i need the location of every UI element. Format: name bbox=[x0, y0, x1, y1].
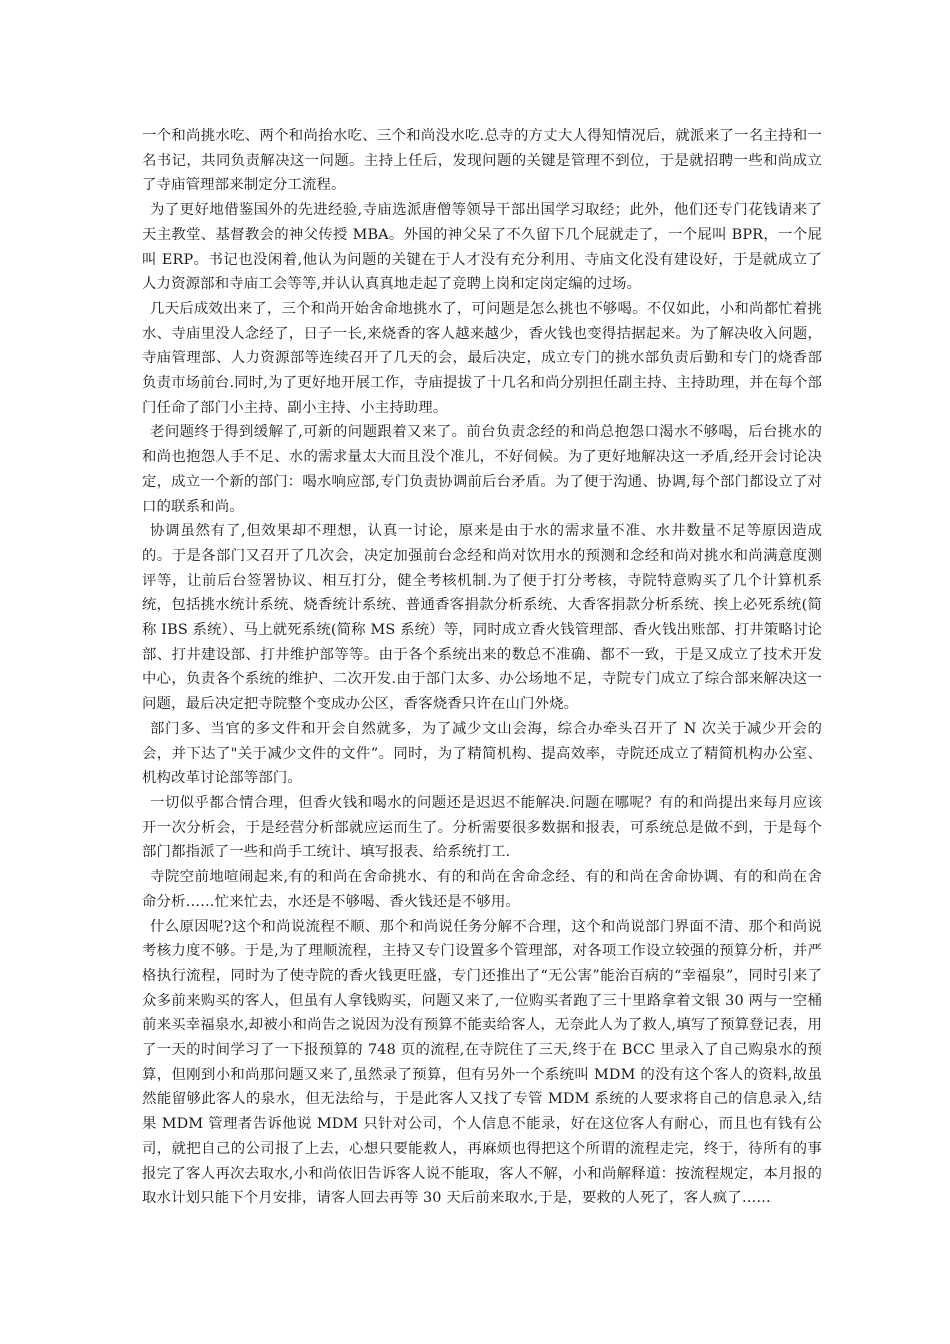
paragraph-7: 一切似乎都合情合理，但香火钱和喝水的问题还是迟迟不能解决.问题在哪呢？有的和尚提出来每月应该开一次分析会，于是经营分析部就应运而生了。分析需要很多数据和报表，可系统总是做不到，于是每个部门都指派了一些和尚手工统计、填写报表、给系统打工. bbox=[142, 794, 822, 861]
paragraph-6: 部门多、当官的多文件和开会自然就多，为了减少文山会海，综合办牵头召开了 N 次关于减少开会的会，并下达了"关于减少文件的文件”。同时，为了精简机构、提高效率，寺院还成立了精简机构办公室、机构改革讨论部等部门。 bbox=[142, 720, 822, 787]
paragraph-4: 老问题终于得到缓解了,可新的问题跟着又来了。前台负责念经的和尚总抱怨口渴水不够喝，后台挑水的和尚也抱怨人手不足、水的需求量太大而且没个准儿，不好伺候。为了更好地解决这一矛盾,经开会讨论决定，成立一个新的部门：喝水响应部,专门负责协调前后台矛盾。为了便于沟通、协调,每个部门都设立了对口的联系和尚。 bbox=[142, 424, 822, 515]
document-body bbox=[142, 124, 822, 1211]
paragraph-2: 为了更好地借鉴国外的先进经验,寺庙选派唐僧等领导干部出国学习取经；此外，他们还专门花钱请来了天主教堂、基督教会的神父传授 MBA。外国的神父呆了不久留下几个屁就走了，一个屁叫 BPR，一个屁叫 ERP。书记也没闲着,他认为问题的关键在于人才没有充分利用、寺庙文化没有建设好，于是就成立了人力资源部和寺庙工会等等,并认认真真地走起了竞聘上岗和定岗定编的过场。 bbox=[142, 202, 822, 293]
paragraph-8: 寺院空前地喧闹起来,有的和尚在舍命挑水、有的和尚在舍命念经、有的和尚在舍命协调、有的和尚在舍命分析……忙来忙去，水还是不够喝、香火钱还是不够用。 bbox=[142, 869, 822, 910]
paragraph-3: 几天后成效出来了，三个和尚开始舍命地挑水了，可问题是怎么挑也不够喝。不仅如此，小和尚都忙着挑水、寺庙里没人念经了，日子一长,来烧香的客人越来越少，香火钱也变得拮据起来。为了解决收入问题，寺庙管理部、人力资源部等连续召开了几天的会，最后决定，成立专门的挑水部负责后勤和专门的烧香部负责市场前台.同时,为了更好地开展工作，寺庙提拔了十几名和尚分别担任副主持、主持助理，并在每个部门任命了部门小主持、副小主持、小主持助理。 bbox=[142, 300, 822, 416]
paragraph-5: 协调虽然有了,但效果却不理想，认真一讨论，原来是由于水的需求量不准、水井数量不足等原因造成的。于是各部门又召开了几次会，决定加强前台念经和尚对饮用水的预测和念经和尚对挑水和尚满意度测评等，让前后台签署协议、相互打分，健全考核机制.为了便于打分考核，寺院特意购买了几个计算机系统，包括挑水统计系统、烧香统计系统、普通香客捐款分析系统、大香客捐款分析系统、挨上必死系统(简称 IBS 系统）、马上就死系统(简称 MS 系统）等，同时成立香火钱管理部、香火钱出账部、打井策略讨论部、打井建设部、打井维护部等等。由于各个系统出来的数总不准确、都不一致，于是又成立了技术开发中心，负责各个系统的维护、二次开发.由于部门太多、办公场地不足，寺院专门成立了综合部来解决这一问题，最后决定把寺院整个变成办公区，香客烧香只许在山门外烧。 bbox=[142, 523, 822, 713]
paragraph-9: 什么原因呢?这个和尚说流程不顺、那个和尚说任务分解不合理，这个和尚说部门界面不清、那个和尚说考核力度不够。于是,为了理顺流程，主持又专门设置多个管理部，对各项工作设立较强的预算分析，并严格执行流程，同时为了使寺院的香火钱更旺盛，专门还推出了“无公害”能治百病的“幸福泉”，同时引来了众多前来购买的客人，但虽有人拿钱购买，问题又来了,一位购买者跑了三十里路拿着文银 30 两与一空桶前来买幸福泉水,却被小和尚告之说因为没有预算不能卖给客人，无奈此人为了救人,填写了预算登记表，用了一天的时间学习了一下报预算的 748 页的流程,在寺院住了三天,终于在 BCC 里录入了自己购泉水的预算，但刚到小和尚那问题又来了,虽然录了预算，但有另外一个系统叫 MDM 的没有这个客人的资料,故虽然能留够此客人的泉水，但无法给与，于是此客人又找了专管 MDM 系统的人要求将自己的信息录入,结果 MDM 管理者告诉他说 MDM 只针对公司，个人信息不能录，好在这位客人有耐心，而且也有钱有公司，就把自己的公司报了上去，心想只要能救人，再麻烦也得把这个所谓的流程走完，终于，待所有的事报完了客人再次去取水,小和尚依旧告诉客人说不能取，客人不解，小和尚解释道：按流程规定，本月报的取水计划只能下个月安排，请客人回去再等 30 天后前来取水,于是，要救的人死了，客人疯了…… bbox=[142, 918, 822, 1207]
paragraph-1: 一个和尚挑水吃、两个和尚抬水吃、三个和尚没水吃.总寺的方丈大人得知情况后，就派来了一名主持和一名书记，共同负责解决这一问题。主持上任后，发现问题的关键是管理不到位，于是就招聘一些和尚成立了寺庙管理部来制定分工流程。 bbox=[142, 128, 822, 194]
